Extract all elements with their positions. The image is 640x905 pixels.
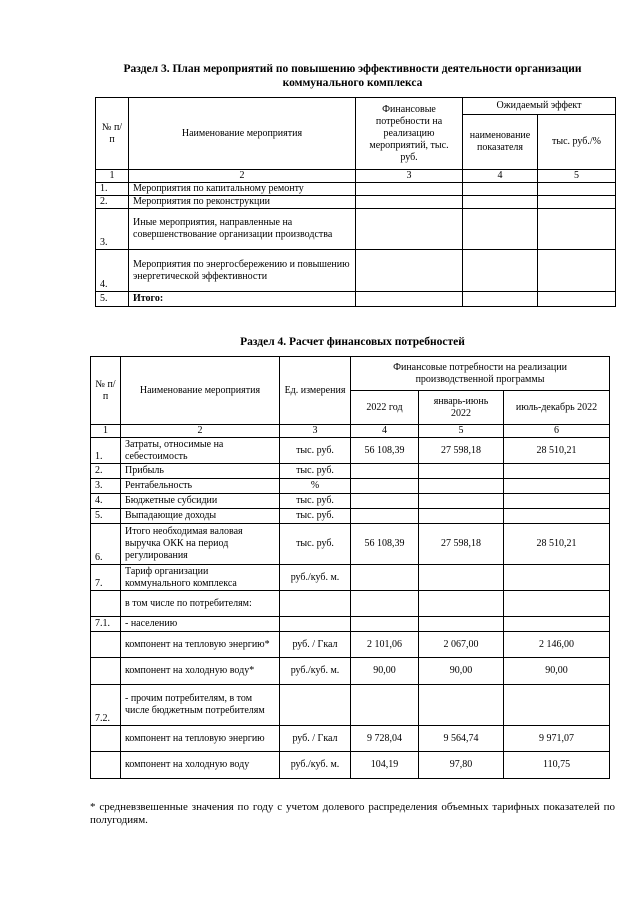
s4-row-h2: [504, 479, 610, 494]
s4-row-num: [91, 658, 121, 685]
s4-row-num: 7.: [91, 565, 121, 591]
s4-row-name: компонент на холодную воду*: [121, 658, 280, 685]
s3-cell: [538, 196, 616, 209]
s4-row-h1: [419, 565, 504, 591]
s3-cell: [538, 209, 616, 250]
s4-row-h2: [504, 494, 610, 509]
s4-header-h1: январь-июнь 2022: [419, 391, 504, 425]
s4-row-unit: [280, 617, 351, 632]
s4-row-2022: 90,00: [351, 658, 419, 685]
s4-row-2022: [351, 617, 419, 632]
s3-cell: [356, 250, 463, 292]
table-row: [91, 752, 610, 779]
s4-row-h2: 90,00: [504, 658, 610, 685]
table-row: [96, 183, 616, 196]
s4-row-2022: [351, 565, 419, 591]
s3-header-indicator: наименование показателя: [463, 115, 538, 170]
s4-row-2022: [351, 685, 419, 726]
s4-row-h1: [419, 591, 504, 617]
s4-row-num: 1.: [91, 438, 121, 464]
s4-row-num: 7.2.: [91, 685, 121, 726]
s3-cell: [463, 183, 538, 196]
s3-row-name: Иные мероприятия, направленные на совершенствование организации производства: [129, 209, 356, 250]
s4-row-h2: [504, 591, 610, 617]
section4-table: [90, 356, 610, 779]
s4-body: [91, 438, 610, 779]
s3-row-name: Итого:: [129, 292, 356, 307]
table-row: [96, 292, 616, 307]
s4-row-num: 5.: [91, 509, 121, 524]
table-row: [91, 591, 610, 617]
s4-row-h2: 2 146,00: [504, 632, 610, 658]
s3-row-num: 1.: [96, 183, 129, 196]
table-row: [96, 209, 616, 250]
s4-row-h1: [419, 464, 504, 479]
s4-row-unit: руб./куб. м.: [280, 658, 351, 685]
s4-row-unit: [280, 685, 351, 726]
table-row: [96, 250, 616, 292]
s3-colnum: 2: [129, 170, 356, 183]
s3-colnum: 1: [96, 170, 129, 183]
s4-row-h1: 27 598,18: [419, 524, 504, 565]
s3-row-num: 5.: [96, 292, 129, 307]
section4-title: Раздел 4. Расчет финансовых потребностей: [240, 336, 465, 348]
s4-row-h2: 110,75: [504, 752, 610, 779]
s4-row-unit: %: [280, 479, 351, 494]
s4-header-num: № п/п: [91, 357, 121, 425]
s4-row-unit: руб./куб. м.: [280, 752, 351, 779]
s3-cell: [356, 196, 463, 209]
s3-row-name: Мероприятия по энергосбережению и повышению энергетической эффективности: [129, 250, 356, 292]
s3-row-num: 3.: [96, 209, 129, 250]
s4-row-2022: 9 728,04: [351, 726, 419, 752]
s4-row-num: [91, 752, 121, 779]
table-row: [91, 479, 610, 494]
s4-row-num: 4.: [91, 494, 121, 509]
table-row: [91, 632, 610, 658]
s4-row-unit: [280, 591, 351, 617]
s4-header-2022: 2022 год: [351, 391, 419, 425]
s4-row-h2: 28 510,21: [504, 524, 610, 565]
s3-row-num: 4.: [96, 250, 129, 292]
table-row: [91, 658, 610, 685]
s3-colnum: 5: [538, 170, 616, 183]
s4-header-name: Наименование мероприятия: [121, 357, 280, 425]
s4-row-h1: [419, 479, 504, 494]
s4-header-finance: Финансовые потребности на реализации производственной программы: [351, 357, 610, 391]
s3-header-finance: Финансовые потребности на реализацию мероприятий, тыс. руб.: [356, 98, 463, 170]
s4-row-num: 6.: [91, 524, 121, 565]
s3-cell: [463, 292, 538, 307]
s4-row-h1: 90,00: [419, 658, 504, 685]
s3-cell: [463, 209, 538, 250]
s4-colnum: 3: [280, 425, 351, 438]
s4-row-h2: [504, 565, 610, 591]
s4-row-name: Выпадающие доходы: [121, 509, 280, 524]
s3-row-name: Мероприятия по реконструкции: [129, 196, 356, 209]
s3-cell: [356, 209, 463, 250]
table-row: [91, 464, 610, 479]
s4-row-h1: [419, 509, 504, 524]
s4-colnum: 2: [121, 425, 280, 438]
s4-row-name: компонент на тепловую энергию*: [121, 632, 280, 658]
s4-row-h1: 27 598,18: [419, 438, 504, 464]
s4-row-name: Итого необходимая валовая выручка ОКК на период регулирования: [121, 524, 280, 565]
s4-row-2022: 2 101,06: [351, 632, 419, 658]
s3-cell: [463, 196, 538, 209]
s3-header-unit: тыс. руб./%: [538, 115, 616, 170]
s4-row-name: - населению: [121, 617, 280, 632]
table-row: [91, 565, 610, 591]
section3-title-line1: Раздел 3. План мероприятий по повышению эффективности деятельности организации: [123, 63, 582, 75]
s4-header-h2: июль-декабрь 2022: [504, 391, 610, 425]
s4-row-unit: тыс. руб.: [280, 494, 351, 509]
s4-row-h2: [504, 509, 610, 524]
s4-row-name: компонент на холодную воду: [121, 752, 280, 779]
table-row: [91, 617, 610, 632]
s4-row-2022: 56 108,39: [351, 524, 419, 565]
s4-row-num: 3.: [91, 479, 121, 494]
s4-row-h1: [419, 685, 504, 726]
s4-row-name: Рентабельность: [121, 479, 280, 494]
s3-colnum: 4: [463, 170, 538, 183]
s4-row-name: Тариф организации коммунального комплекса: [121, 565, 280, 591]
section3-table: [95, 97, 616, 307]
s4-row-unit: тыс. руб.: [280, 464, 351, 479]
s4-row-name: Бюджетные субсидии: [121, 494, 280, 509]
s4-row-unit: тыс. руб.: [280, 524, 351, 565]
s3-row-name: Мероприятия по капитальному ремонту: [129, 183, 356, 196]
s4-row-h2: 9 971,07: [504, 726, 610, 752]
s3-cell: [463, 250, 538, 292]
s4-header-unit: Ед. измерения: [280, 357, 351, 425]
s4-row-h2: [504, 464, 610, 479]
s3-row-num: 2.: [96, 196, 129, 209]
s4-row-2022: [351, 494, 419, 509]
table-row: [91, 438, 610, 464]
table-row: [91, 494, 610, 509]
s4-row-h2: [504, 617, 610, 632]
table-row: [91, 509, 610, 524]
s4-row-h1: 9 564,74: [419, 726, 504, 752]
s4-row-name: Прибыль: [121, 464, 280, 479]
s4-row-num: 2.: [91, 464, 121, 479]
table-row: [96, 196, 616, 209]
s4-row-num: [91, 632, 121, 658]
s4-row-h2: 28 510,21: [504, 438, 610, 464]
table-row: [91, 524, 610, 565]
s4-row-name: Затраты, относимые на себестоимость: [121, 438, 280, 464]
s3-cell: [538, 250, 616, 292]
s4-colnum: 5: [419, 425, 504, 438]
s4-colnum: 1: [91, 425, 121, 438]
s4-row-unit: руб. / Гкал: [280, 726, 351, 752]
s4-row-num: [91, 591, 121, 617]
s4-row-name: компонент на тепловую энергию: [121, 726, 280, 752]
s4-colnum: 4: [351, 425, 419, 438]
s4-row-2022: 56 108,39: [351, 438, 419, 464]
s3-cell: [538, 292, 616, 307]
s4-row-2022: [351, 464, 419, 479]
s4-row-h1: [419, 494, 504, 509]
s4-row-unit: тыс. руб.: [280, 509, 351, 524]
s4-row-2022: 104,19: [351, 752, 419, 779]
s4-row-h1: 97,80: [419, 752, 504, 779]
s3-cell: [356, 292, 463, 307]
s4-row-num: [91, 726, 121, 752]
s3-colnum: 3: [356, 170, 463, 183]
s3-header-name: Наименование мероприятия: [129, 98, 356, 170]
section3-title-line2: коммунального комплекса: [282, 77, 423, 89]
s4-row-2022: [351, 509, 419, 524]
s4-row-unit: руб. / Гкал: [280, 632, 351, 658]
s4-row-unit: руб./куб. м.: [280, 565, 351, 591]
s4-row-name: - прочим потребителям, в том числе бюджетным потребителям: [121, 685, 280, 726]
s3-cell: [356, 183, 463, 196]
s4-row-2022: [351, 591, 419, 617]
s4-row-h1: 2 067,00: [419, 632, 504, 658]
s4-row-h1: [419, 617, 504, 632]
s4-row-name: в том числе по потребителям:: [121, 591, 280, 617]
s4-row-num: 7.1.: [91, 617, 121, 632]
s3-header-effect: Ожидаемый эффект: [463, 98, 616, 115]
table-row: [91, 726, 610, 752]
table-row: [91, 685, 610, 726]
s4-colnum: 6: [504, 425, 610, 438]
s4-row-2022: [351, 479, 419, 494]
s4-row-h2: [504, 685, 610, 726]
s4-row-unit: тыс. руб.: [280, 438, 351, 464]
s3-header-num: № п/п: [96, 98, 129, 170]
footnote: * средневзвешенные значения по году с учетом долевого распределения объемных тарифных показателей по полугодиям.: [90, 801, 615, 826]
s3-cell: [538, 183, 616, 196]
section3-title: [90, 62, 615, 90]
